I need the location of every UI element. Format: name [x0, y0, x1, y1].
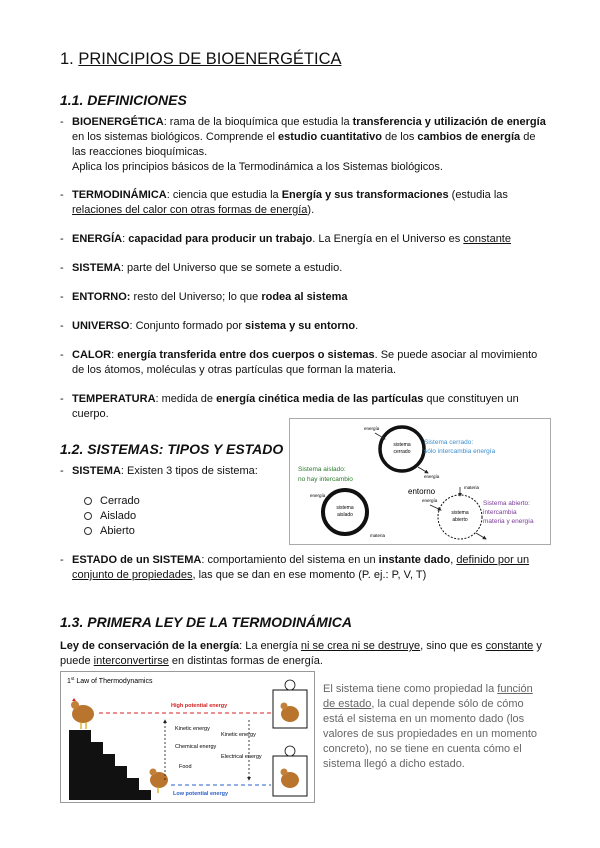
circle-bullet-icon: [84, 497, 92, 505]
svg-text:aislado: aislado: [337, 512, 353, 518]
svg-text:energía: energía: [424, 474, 440, 479]
conservation-law-paragraph: Ley de conservación de la energía: La energía ni se crea ni se destruye, sino que es constante y puede interconvertirse en distintas formas de energía.: [60, 640, 542, 667]
systems-diagram: [290, 419, 550, 544]
first-law-diagram: [61, 672, 314, 802]
definition-calor: - CALOR: energía transferida entre dos cuerpos o sistemas. Se puede asociar al movimiento de los átomos, moléculas y otras partículas que forman la materia.: [60, 349, 538, 376]
definition-energia: - ENERGÍA: capacidad para producir un trabajo. La Energía en el Universo es constante: [60, 233, 511, 245]
list-item-abierto: Abierto: [84, 525, 135, 537]
page-title: 1. PRINCIPIOS DE BIOENERGÉTICA: [60, 50, 342, 68]
svg-text:energía: energía: [310, 493, 326, 498]
svg-text:energía: energía: [422, 498, 438, 503]
definition-sistema: - SISTEMA: parte del Universo que se somete a estudio.: [60, 262, 343, 274]
hen-icon-top: [71, 698, 94, 729]
systems-types-figure: [289, 418, 551, 545]
circle-bullet-icon: [84, 527, 92, 535]
open-system-desc-2: materia y energía: [483, 518, 534, 525]
definition-entorno: - ENTORNO: resto del Universo; lo que rodea al sistema: [60, 291, 348, 303]
first-law-title: 1st Law of Thermodynamics: [67, 676, 153, 685]
list-item-cerrado: Cerrado: [84, 495, 140, 507]
definition-estado-sistema: - ESTADO de un SISTEMA: comportamiento del sistema en un instante dado, definido por un conjunto de propiedades, las que se dan en ese momento (P. ej.: P, V, T): [60, 554, 530, 581]
svg-text:abierto: abierto: [452, 517, 468, 523]
isolated-system-desc: no hay intercambio: [298, 476, 353, 483]
svg-text:energía: energía: [364, 426, 380, 431]
open-system-label: Sistema abierto:: [483, 500, 530, 507]
high-potential-label: High potential energy: [171, 703, 228, 709]
state-function-note: El sistema tiene como propiedad la función de estado, la cual depende sólo de cómo está el sistema en un momento dado (los valores de sus propiedades en un momento concreto), no se tiene en cuenta cómo el sistema llegó a dicho estado.: [323, 683, 538, 770]
sistema-types-intro: - SISTEMA: Existen 3 tipos de sistema:: [60, 465, 258, 477]
svg-text:materia: materia: [370, 533, 386, 538]
list-item-aislado: Aislado: [84, 510, 136, 522]
svg-text:cerrado: cerrado: [393, 449, 411, 455]
svg-text:Kinetic energy: Kinetic energy: [221, 732, 256, 738]
low-potential-label: Low potential energy: [173, 791, 229, 797]
section-heading-sistemas: 1.2. SISTEMAS: TIPOS Y ESTADO: [60, 441, 284, 457]
closed-system-label: Sistema cerrado:: [424, 439, 474, 446]
svg-text:Electrical energy: Electrical energy: [221, 754, 262, 760]
staircase-shape: [69, 730, 151, 800]
isolated-system-label: Sistema aislado:: [298, 466, 346, 473]
svg-text:sistema: sistema: [393, 442, 411, 448]
open-system-desc-1: intercambia: [483, 509, 517, 516]
svg-text:Chemical energy: Chemical energy: [175, 744, 217, 750]
closed-system-desc: sólo intercambia energía: [424, 448, 496, 455]
svg-text:sistema: sistema: [451, 510, 469, 516]
svg-text:Food: Food: [179, 764, 192, 770]
section-heading-definiciones: 1.1. DEFINICIONES: [60, 92, 187, 108]
svg-text:materia: materia: [464, 485, 480, 490]
definition-termodinamica: - TERMODINÁMICA: ciencia que estudia la Energía y sus transformaciones (estudia las relaciones del calor con otras formas de energía).: [60, 189, 508, 216]
definition-bioenergetica: - BIOENERGÉTICA: rama de la bioquímica que estudia la transferencia y utilización de energía en los sistemas biológicos. Comprende el estudio cuantitativo de los cambios de energía de las reacciones bioquímicas. Aplica los principios básicos de la Termodinámica a los Sistemas biológicos.: [60, 116, 546, 173]
first-law-figure: [60, 671, 315, 803]
section-heading-primera-ley: 1.3. PRIMERA LEY DE LA TERMODINÁMICA: [60, 614, 352, 630]
svg-text:sistema: sistema: [336, 505, 354, 511]
definition-universo: - UNIVERSO: Conjunto formado por sistema y su entorno.: [60, 320, 359, 332]
definition-temperatura: - TEMPERATURA: medida de energía cinética media de las partículas que constituyen un cuerpo.: [60, 393, 519, 420]
svg-text:Kinetic energy: Kinetic energy: [175, 726, 210, 732]
circle-bullet-icon: [84, 512, 92, 520]
hen-icon-bottom: [150, 769, 169, 794]
isolated-system-circle: [310, 490, 386, 538]
entorno-label: entorno: [408, 487, 436, 496]
